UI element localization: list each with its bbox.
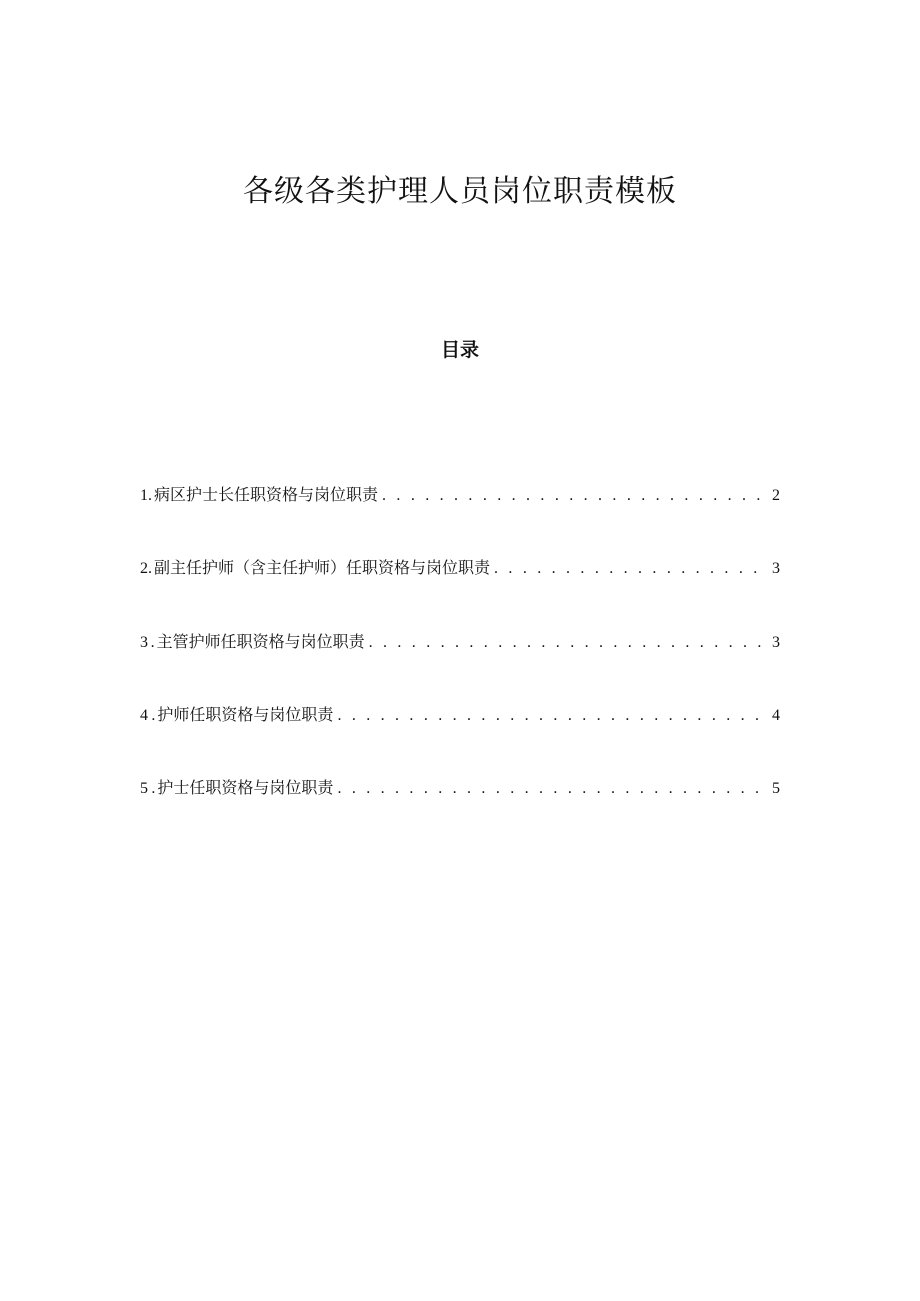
toc-dot-leader [337, 707, 768, 725]
toc-entry-page: 3 [772, 560, 780, 577]
toc-entry-title: 病区护士长任职资格与岗位职责 [154, 485, 379, 504]
toc-entry-number: 3 [140, 634, 148, 651]
toc-entry-4[interactable] [140, 702, 780, 724]
toc-entry-title: 护士任职资格与岗位职责 [157, 778, 334, 797]
toc-entry-separator: . [151, 707, 156, 724]
toc-entry-number: 1 [140, 487, 148, 504]
toc-entry-page: 4 [772, 707, 780, 724]
toc-entry-number: 2 [140, 560, 148, 577]
toc-heading: 目录 [440, 339, 479, 361]
toc-entry-separator: . [150, 634, 155, 651]
toc-entry-number: 4 [140, 707, 148, 724]
toc-entry-title: 主管护师任职资格与岗位职责 [156, 632, 365, 651]
toc-entry-page: 5 [772, 780, 780, 797]
toc-dot-leader [369, 634, 768, 652]
toc-entry-5[interactable] [140, 775, 780, 797]
toc-dot-leader [382, 487, 768, 505]
toc-entry-page: 2 [772, 487, 780, 504]
toc-entry-number: 5 [140, 780, 148, 797]
toc-dot-leader [494, 560, 768, 578]
toc-entry-separator: . [148, 487, 152, 504]
toc-entry-title: 护师任职资格与岗位职责 [157, 705, 334, 724]
toc-entry-2[interactable] [140, 555, 780, 577]
toc-entry-title: 副主任护师（含主任护师）任职资格与岗位职责 [154, 558, 491, 577]
document-title: 各级各类护理人员岗位职责模板 [243, 174, 677, 209]
toc-entry-separator: . [148, 560, 152, 577]
toc-entry-page: 3 [772, 634, 780, 651]
toc-entry-3[interactable] [140, 629, 780, 651]
toc-entry-separator: . [151, 780, 156, 797]
toc-entry-1[interactable] [140, 482, 780, 504]
toc-dot-leader [337, 780, 768, 798]
